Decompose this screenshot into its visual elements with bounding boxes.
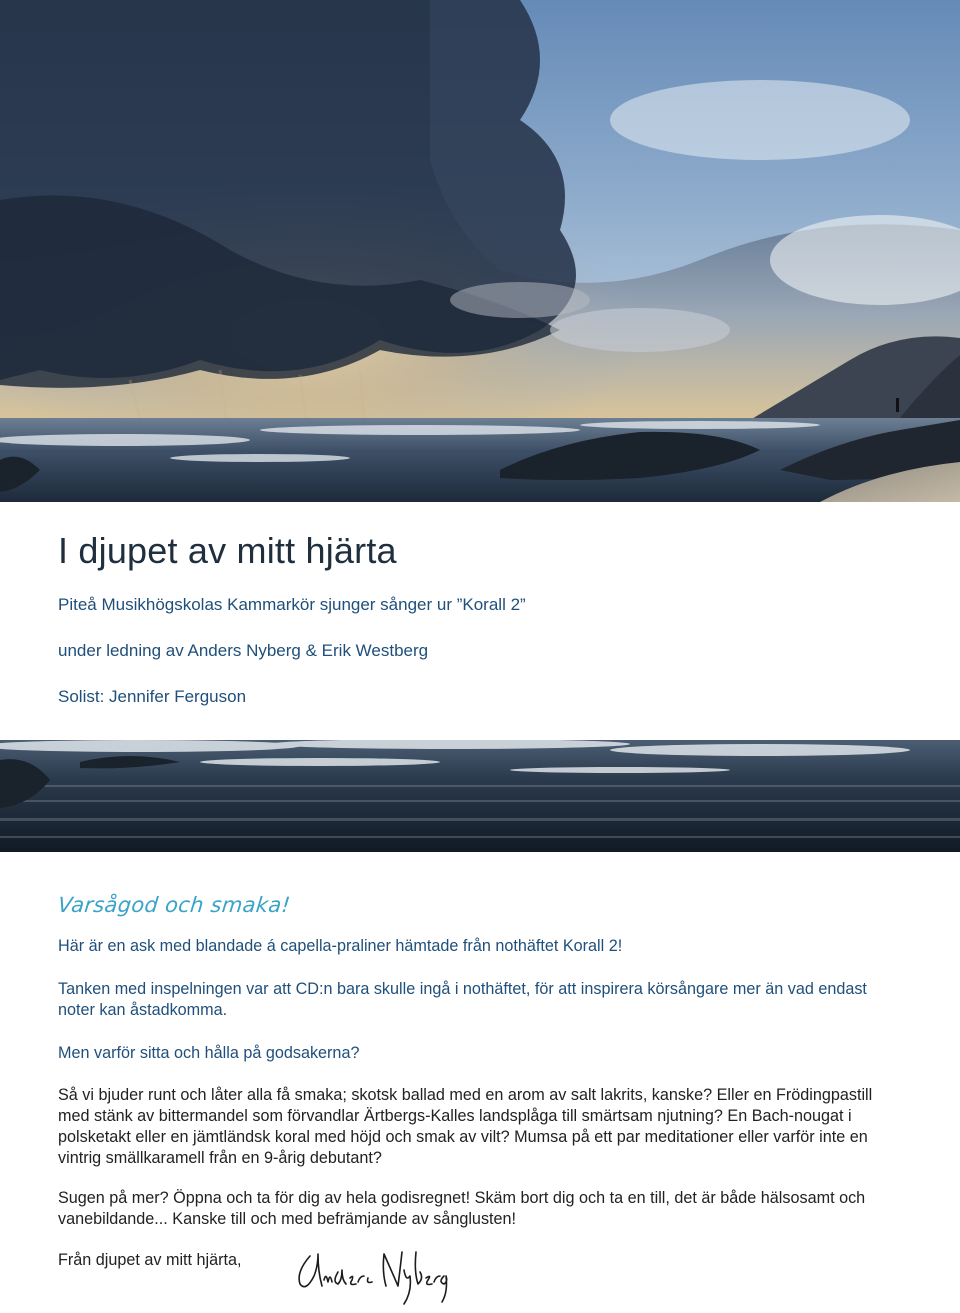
stormy-sea-image: [0, 0, 960, 502]
subtitle-soloist: Solist: Jennifer Ferguson: [58, 687, 247, 706]
letter-paragraph: Så vi bjuder runt och låter alla få smaka; skotsk ballad med en arom av salt lakrits, kanske? Eller en Frödingpastill med stänk av bittermandel som förvandlar Ärtbergs-Kalles landsplåga till smärtsam njutning? En Bach-nougat i polsketakt eller en jämtländsk koral med höjd och smak av vilt? Mumsa på ett par meditationer eller varför inte en vintrig smällkaramell från en 9-årig debutant?: [58, 1086, 873, 1167]
page-title: I djupet av mitt hjärta: [58, 530, 397, 571]
hero-photo: [0, 0, 960, 502]
subtitle-conductors: under ledning av Anders Nyberg & Erik Westberg: [58, 641, 429, 660]
subtitle-choir: Piteå Musikhögskolas Kammarkör sjunger sånger ur ”Korall 2”: [58, 595, 526, 614]
letter-paragraph: Men varför sitta och hålla på godsakerna?: [58, 1044, 360, 1062]
letter-paragraph: Här är en ask med blandade á capella-praliner hämtade från nothäftet Korall 2!: [58, 937, 623, 955]
letter-paragraph: Tanken med inspelningen var att CD:n bara skulle ingå i nothäftet, för att inspirera körsångare mer än vad endast noter kan åstadkomma.: [58, 980, 867, 1019]
letter-paragraph: Sugen på mer? Öppna och ta för dig av hela godisregnet! Skäm bort dig och ta en till, det är både hälsosamt och vanebildande... Kanske till och med befrämjande av sånglusten!: [58, 1189, 866, 1228]
signature-image: [292, 1242, 452, 1310]
waves-image: [0, 740, 960, 852]
closing-line: Från djupet av mitt hjärta,: [58, 1251, 242, 1269]
waves-photo: [0, 740, 960, 852]
greeting-heading: Varsågod och smaka!: [56, 893, 292, 917]
